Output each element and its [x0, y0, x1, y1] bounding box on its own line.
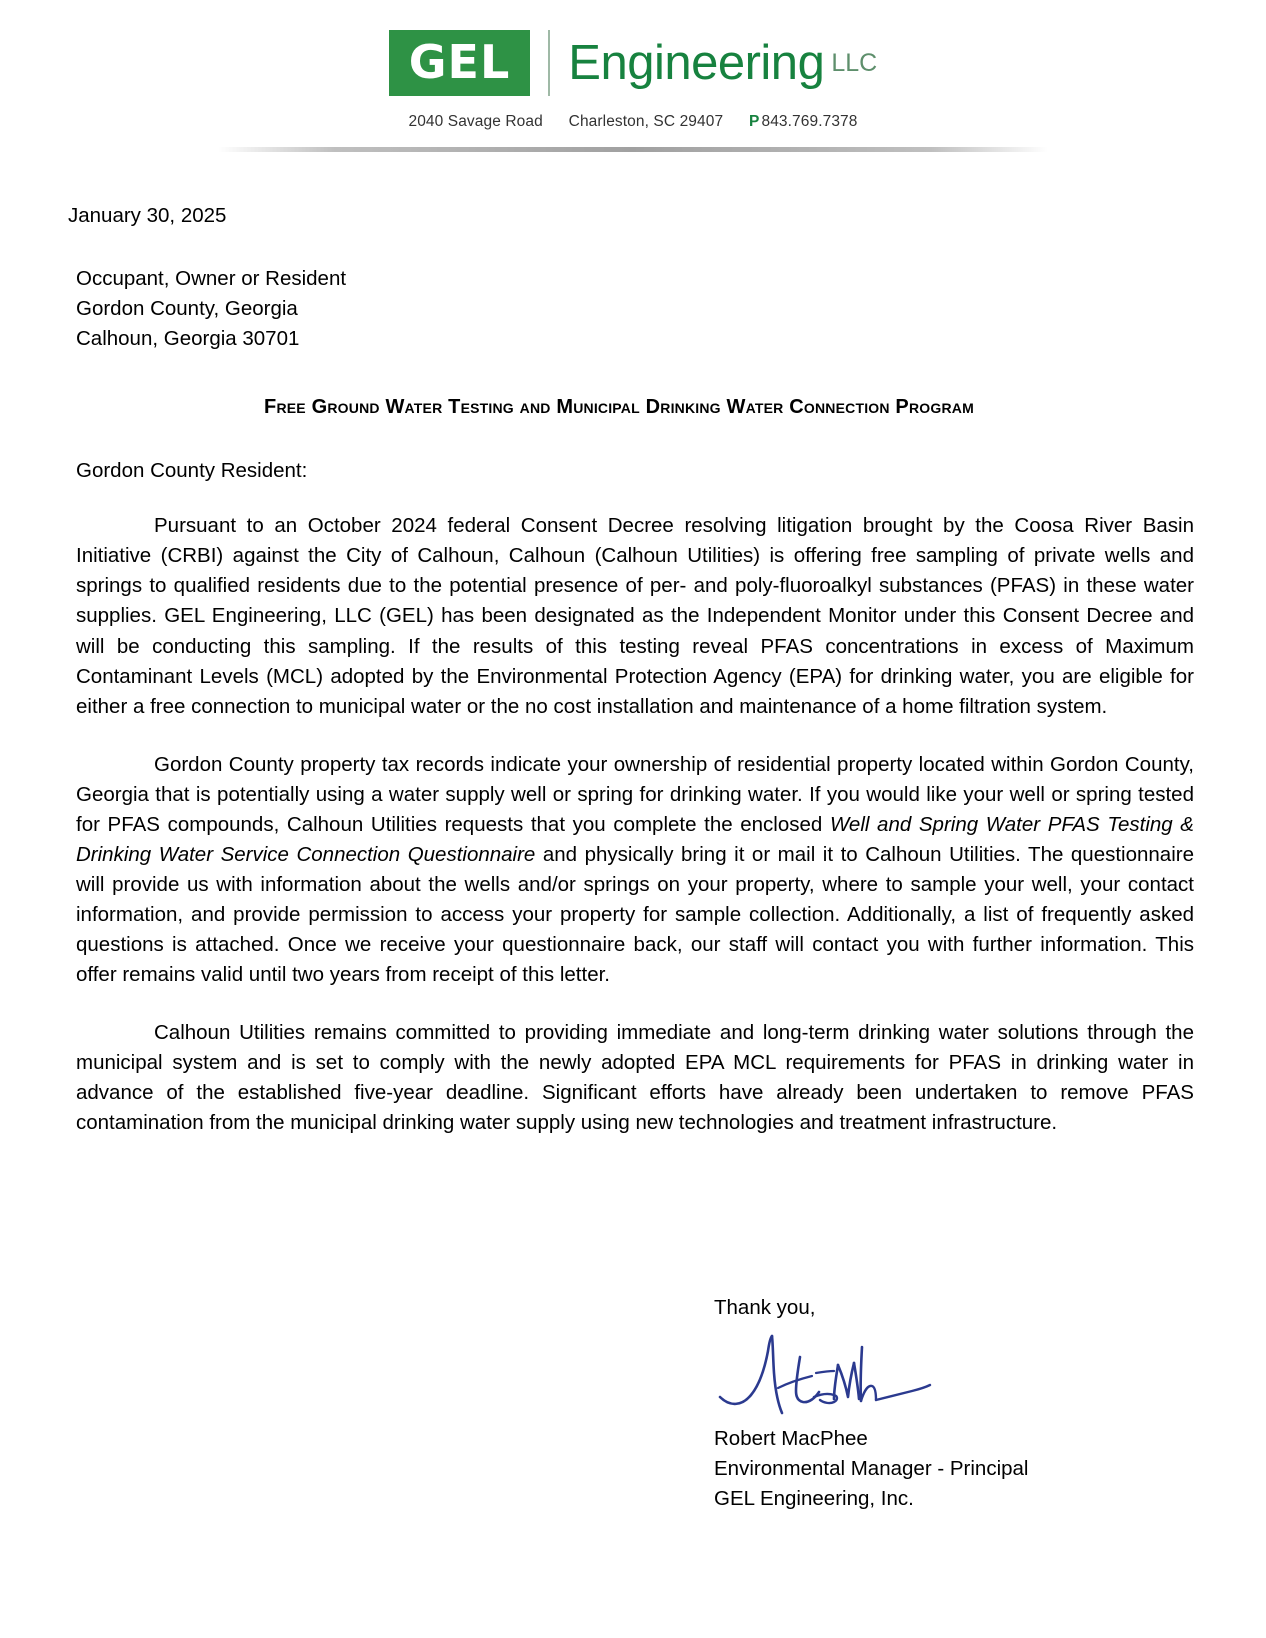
gel-logo-badge: GEL [389, 30, 531, 96]
signature-block [714, 1293, 1028, 1515]
recipient-line-1: Occupant, Owner or Resident [76, 267, 347, 290]
letter-date: January 30, 2025 [68, 204, 227, 227]
paragraph-2-part-1: Gordon County property tax records indicate your ownership of residential property located within Gordon County, Georgia that is potentially using a water supply well or spring for drinking water. If you would like your well or spring tested for PFAS compounds, Calhoun Utilities requests that you complete the enclosed [76, 752, 1194, 836]
logo-divider [548, 30, 550, 96]
gel-engineering-logo [0, 30, 1266, 96]
questionnaire-title: Well and Spring Water PFAS Testing & Drinking Water Service Connection Questionnaire [76, 812, 1194, 866]
signer-title: Environmental Manager - Principal [714, 1457, 1029, 1481]
letterhead-phone: 843.769.7378 [761, 113, 858, 130]
signer-company: GEL Engineering, Inc. [714, 1487, 914, 1511]
letter-body [0, 204, 1266, 1138]
logo-llc-suffix: LLC [831, 48, 878, 77]
letterhead-contact-line [0, 113, 1266, 131]
signer-name: Robert MacPhee [714, 1427, 868, 1451]
paragraph-2-part-2: and physically bring it or mail it to Calhoun Utilities. The questionnaire will provide us with information about the wells and/or springs on your property, where to sample your well, your contact information, and provide permission to access your property for sample collection. Additionally, a list of frequently asked questions is attached. Once we receive your questionnaire back, our staff will contact you with further information. This offer remains valid until two years from receipt of this letter. [76, 842, 1194, 986]
letterhead-street: 2040 Savage Road [408, 113, 543, 130]
letterhead [0, 0, 1266, 152]
phone-label: P [749, 113, 760, 130]
recipient-line-2: Gordon County, Georgia [76, 297, 298, 321]
letterhead-rule-wrap [0, 147, 1266, 152]
paragraph-3: Calhoun Utilities remains committed to providing immediate and long-term drinking water solutions through the municipal system and is set to comply with the newly adopted EPA MCL requirements for PFAS in drinking water in advance of the established five-year deadline. Significant efforts have already been undertaken to remove PFAS contamination from the municipal drinking water supply using new technologies and treatment infrastructure. [76, 1020, 1194, 1134]
closing-salutation: Thank you, [714, 1296, 816, 1319]
logo-wordmark: Engineering [568, 35, 825, 90]
letterhead-divider-rule [218, 147, 1048, 152]
salutation: Gordon County Resident: [76, 459, 308, 483]
paragraph-1: Pursuant to an October 2024 federal Consent Decree resolving litigation brought by the Coosa River Basin Initiative (CRBI) against the City of Calhoun, Calhoun (Calhoun Utilities) is offering free sampling of private wells and springs to qualified residents due to the potential presence of per- and poly-fluoroalkyl substances (PFAS) in these water supplies. GEL Engineering, LLC (GEL) has been designated as the Independent Monitor under this Consent Decree and will be conducting this sampling. If the results of this testing reveal PFAS concentrations in excess of Maximum Contaminant Levels (MCL) adopted by the Environmental Protection Agency (EPA) for drinking water, you are eligible for either a free connection to municipal water or the no cost installation and maintenance of a home filtration system. [76, 514, 1194, 718]
recipient-address-block [68, 264, 1194, 354]
recipient-line-3: Calhoun, Georgia 30701 [76, 327, 300, 351]
program-title-heading: Free Ground Water Testing and Municipal Drinking Water Connection Program [264, 396, 974, 419]
handwritten-signature [716, 1325, 956, 1420]
paragraph-2 [68, 750, 1194, 990]
letterhead-city-state-zip: Charleston, SC 29407 [568, 113, 724, 130]
